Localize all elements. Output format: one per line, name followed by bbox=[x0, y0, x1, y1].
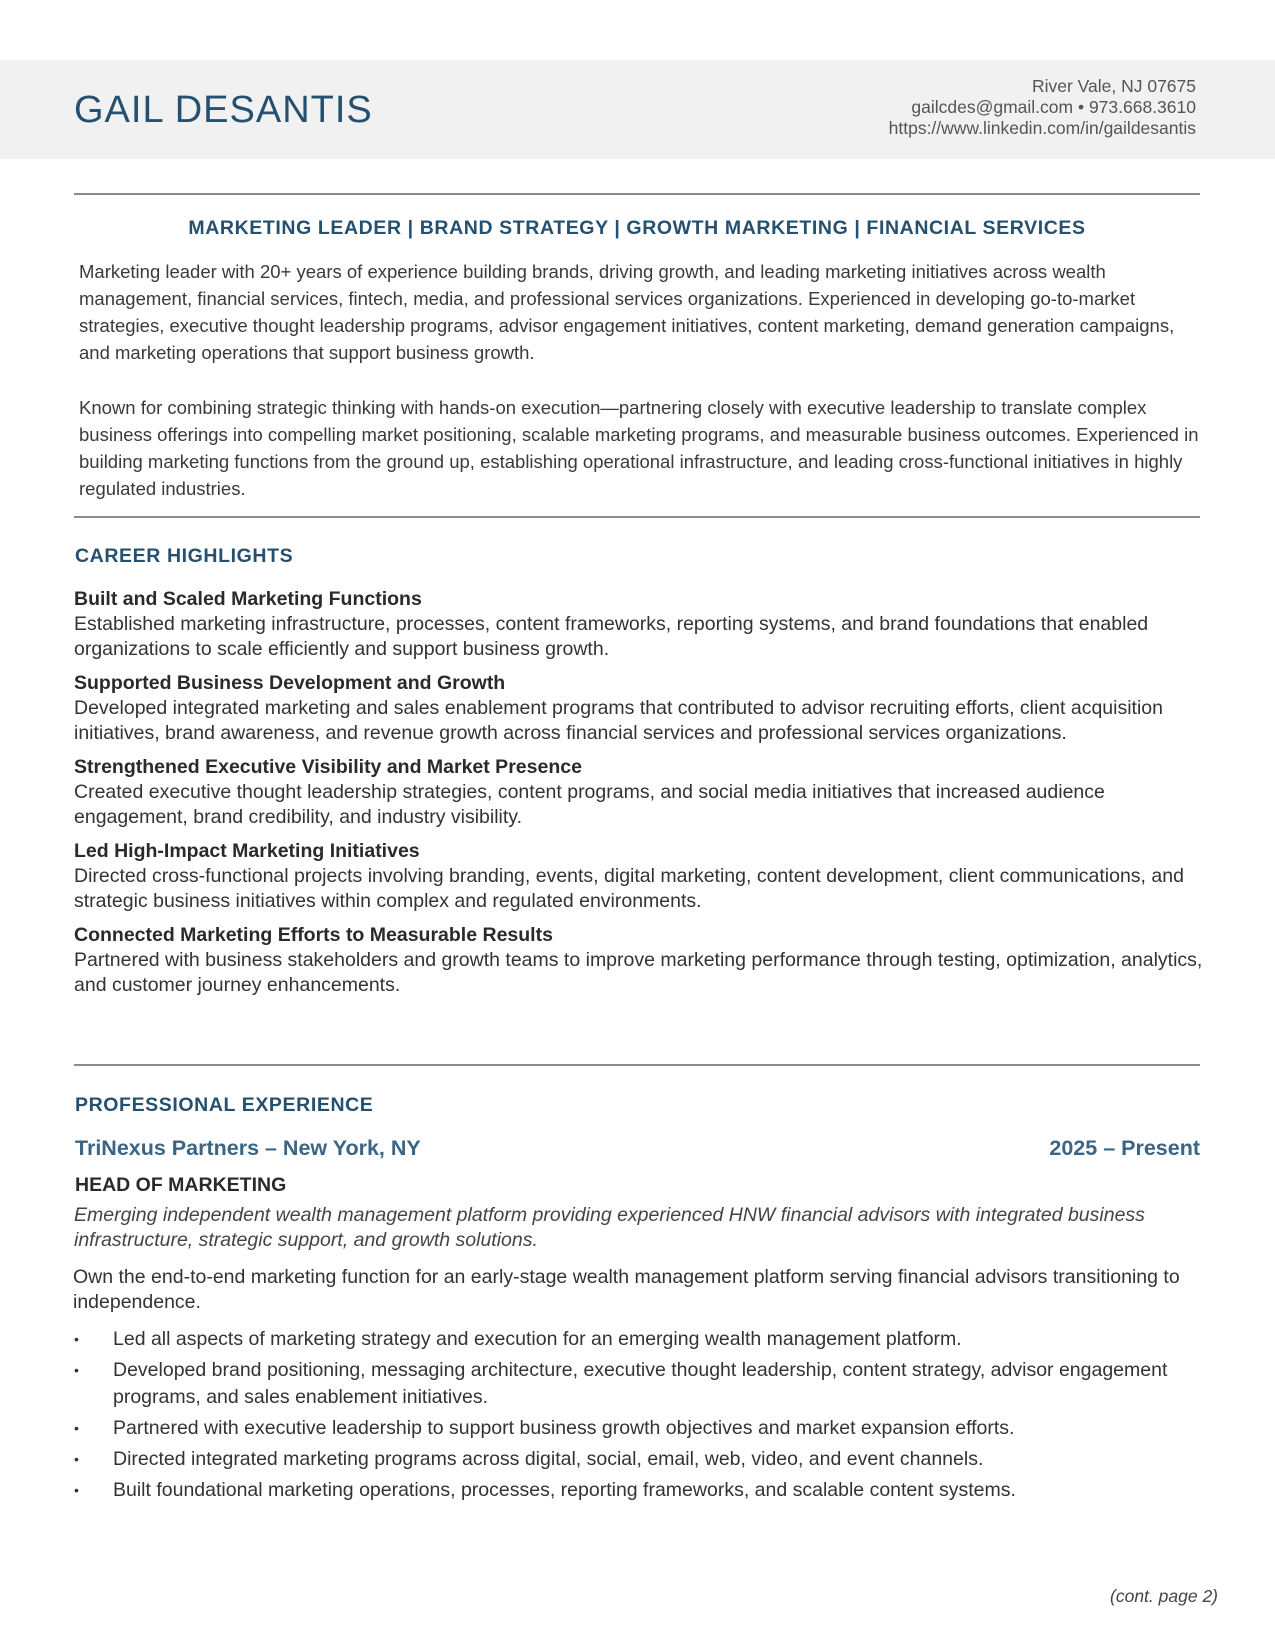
divider-summary bbox=[74, 516, 1200, 518]
company-location: TriNexus Partners – New York, NY bbox=[75, 1136, 421, 1160]
career-highlights bbox=[74, 587, 1214, 1007]
highlight-title: Strengthened Executive Visibility and Market Presence bbox=[74, 756, 582, 778]
job-dates: 2025 – Present bbox=[1049, 1136, 1200, 1160]
bullet-text: Led all aspects of marketing strategy and execution for an emerging wealth management platform. bbox=[113, 1328, 962, 1350]
bullet-icon: • bbox=[74, 1482, 79, 1498]
headline: MARKETING LEADER | BRAND STRATEGY | GROWTH MARKETING | FINANCIAL SERVICES bbox=[188, 217, 1086, 239]
bullet-text: Built foundational marketing operations, processes, reporting frameworks, and scalable content systems. bbox=[113, 1479, 1016, 1501]
highlight-item bbox=[74, 671, 1214, 746]
list-item bbox=[74, 1415, 1204, 1442]
section-title-experience: PROFESSIONAL EXPERIENCE bbox=[75, 1094, 374, 1116]
location: River Vale, NJ 07675 bbox=[1031, 76, 1196, 96]
highlight-item bbox=[74, 923, 1214, 998]
summary-paragraph-2: Known for combining strategic thinking with hands-on execution—partnering closely with executive leadership to translate complex business offerings into compelling market positioning, scalable marketing programs, and measurable business outcomes. Experienced in building marketing functions from the ground up, establishing operational infrastructure, and leading cross-functional initiatives in highly regulated industries. bbox=[79, 397, 1199, 499]
highlight-item bbox=[74, 587, 1214, 662]
contact-block bbox=[889, 76, 1196, 139]
divider-highlights bbox=[74, 1064, 1200, 1066]
highlight-desc: Directed cross-functional projects involving branding, events, digital marketing, content development, client communications, and strategic business initiatives within complex and regulated environments. bbox=[74, 865, 1184, 912]
company-description: Emerging independent wealth management platform providing experienced HNW financial advisors with integrated business infrastructure, strategic support, and growth solutions. bbox=[74, 1204, 1145, 1251]
divider-top bbox=[74, 193, 1200, 195]
candidate-name: GAIL DESANTIS bbox=[74, 89, 373, 131]
highlight-title: Connected Marketing Efforts to Measurable Results bbox=[74, 924, 553, 946]
highlight-title: Built and Scaled Marketing Functions bbox=[74, 588, 422, 610]
bullet-text: Directed integrated marketing programs across digital, social, email, web, video, and event channels. bbox=[113, 1448, 984, 1470]
list-item bbox=[74, 1477, 1204, 1504]
highlight-desc: Established marketing infrastructure, processes, content frameworks, reporting systems, and brand foundations that enabled organizations to scale efficiently and support business growth. bbox=[74, 613, 1149, 660]
job-bullets bbox=[74, 1326, 1204, 1508]
job-header bbox=[75, 1136, 1200, 1161]
highlight-title: Supported Business Development and Growth bbox=[74, 672, 506, 694]
bullet-icon: • bbox=[74, 1420, 79, 1436]
list-item bbox=[74, 1446, 1204, 1473]
summary-paragraph-1: Marketing leader with 20+ years of experience building brands, driving growth, and leading marketing initiatives across wealth management, financial services, fintech, media, and professional services organizations. Experienced in developing go-to-market strategies, executive thought leadership programs, advisor engagement initiatives, content marketing, demand generation campaigns, and marketing operations that support business growth. bbox=[79, 261, 1175, 363]
linkedin-url: https://www.linkedin.com/in/gaildesantis bbox=[888, 118, 1196, 138]
bullet-text: Partnered with executive leadership to support business growth objectives and market expansion efforts. bbox=[113, 1417, 1015, 1439]
highlight-item bbox=[74, 839, 1214, 914]
continued-note: (cont. page 2) bbox=[1110, 1586, 1218, 1606]
bullet-icon: • bbox=[74, 1331, 79, 1347]
job-role: HEAD OF MARKETING bbox=[75, 1174, 287, 1196]
highlight-title: Led High-Impact Marketing Initiatives bbox=[74, 840, 420, 862]
section-title-highlights: CAREER HIGHLIGHTS bbox=[75, 545, 294, 567]
highlight-desc: Partnered with business stakeholders and growth teams to improve marketing performance through testing, optimization, analytics, and customer journey enhancements. bbox=[74, 949, 1203, 996]
highlight-desc: Created executive thought leadership strategies, content programs, and social media initiatives that increased audience engagement, brand credibility, and industry visibility. bbox=[74, 781, 1105, 828]
highlight-item bbox=[74, 755, 1214, 830]
bullet-icon: • bbox=[74, 1362, 79, 1378]
list-item bbox=[74, 1326, 1204, 1353]
bullet-text: Developed brand positioning, messaging architecture, executive thought leadership, content strategy, advisor engagement programs, and sales enablement initiatives. bbox=[113, 1359, 1168, 1408]
job-summary: Own the end-to-end marketing function for an early-stage wealth management platform serving financial advisors transitioning to independence. bbox=[73, 1266, 1180, 1313]
highlight-desc: Developed integrated marketing and sales enablement programs that contributed to advisor recruiting efforts, client acquisition initiatives, brand awareness, and revenue growth across financial services and professional services organizations. bbox=[74, 697, 1164, 744]
list-item bbox=[74, 1357, 1204, 1411]
bullet-icon: • bbox=[74, 1451, 79, 1467]
email-phone: gailcdes@gmail.com • 973.668.3610 bbox=[911, 97, 1196, 117]
